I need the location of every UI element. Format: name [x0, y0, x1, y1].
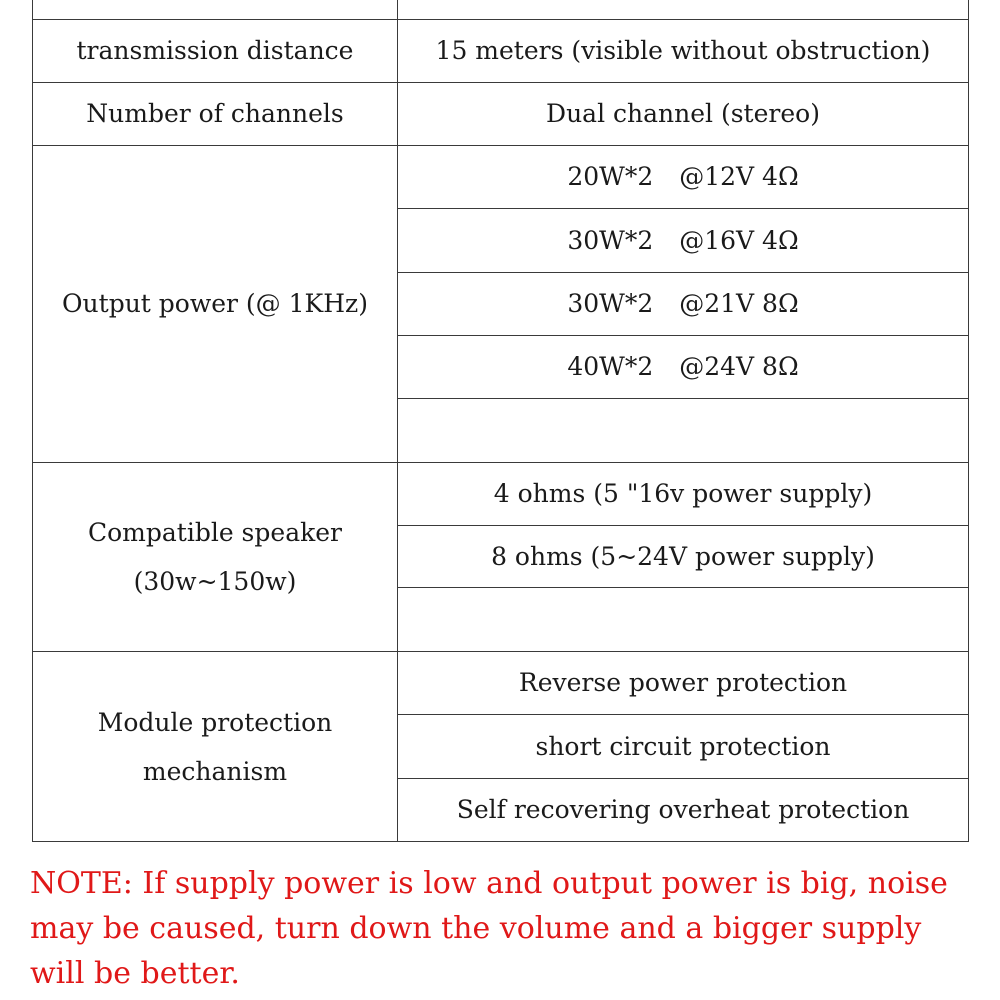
- speaker-row: 4 ohms (5 "16v power supply): [398, 463, 969, 526]
- channels-label: Number of channels: [33, 83, 398, 146]
- transmission-label: transmission distance: [33, 20, 398, 83]
- protection-label-line1: Module protection: [97, 707, 333, 737]
- table-row-output-power: [33, 146, 969, 209]
- output-power-row: [398, 336, 969, 399]
- note-text: NOTE: If supply power is low and output power is big, noise may be caused, turn down the volume and a bigger supply will be better.: [30, 866, 948, 991]
- spec-table: [32, 0, 969, 842]
- speaker-label-line2: (30w~150w): [133, 567, 297, 596]
- power-condition: @12V 4Ω: [679, 162, 799, 191]
- table-row-transmission: [33, 20, 969, 83]
- power-value: 40W*2: [567, 352, 654, 381]
- protection-label-line2: mechanism: [142, 756, 288, 786]
- table-cell-empty: [398, 399, 969, 463]
- power-value: 20W*2: [567, 162, 654, 191]
- protection-label: [33, 652, 398, 842]
- channels-value: Dual channel (stereo): [398, 83, 969, 146]
- table-cell-empty: [398, 0, 969, 20]
- table-row-protection: [33, 652, 969, 715]
- power-value: 30W*2: [567, 225, 654, 255]
- table-cell-empty: [33, 0, 398, 20]
- power-condition: @24V 8Ω: [679, 352, 799, 381]
- speaker-row: 8 ohms (5~24V power supply): [398, 526, 969, 588]
- protection-row: short circuit protection: [398, 715, 969, 779]
- transmission-value: 15 meters (visible without obstruction): [398, 20, 969, 83]
- speaker-label-line1: Compatible speaker: [87, 518, 342, 547]
- table-row-speaker: [33, 463, 969, 526]
- speaker-label: [33, 463, 398, 652]
- protection-row: Reverse power protection: [398, 652, 969, 715]
- table-cell-empty: [398, 588, 969, 652]
- power-condition: @16V 4Ω: [679, 225, 799, 255]
- table-row-channels: [33, 83, 969, 146]
- output-power-row: [398, 273, 969, 336]
- output-power-row: [398, 146, 969, 209]
- output-power-row: [398, 209, 969, 273]
- power-condition: @21V 8Ω: [679, 289, 799, 318]
- output-power-label: Output power (@ 1KHz): [33, 146, 398, 463]
- power-value: 30W*2: [567, 289, 654, 318]
- protection-row: Self recovering overheat protection: [398, 779, 969, 842]
- table-row-partial-top: [33, 0, 969, 20]
